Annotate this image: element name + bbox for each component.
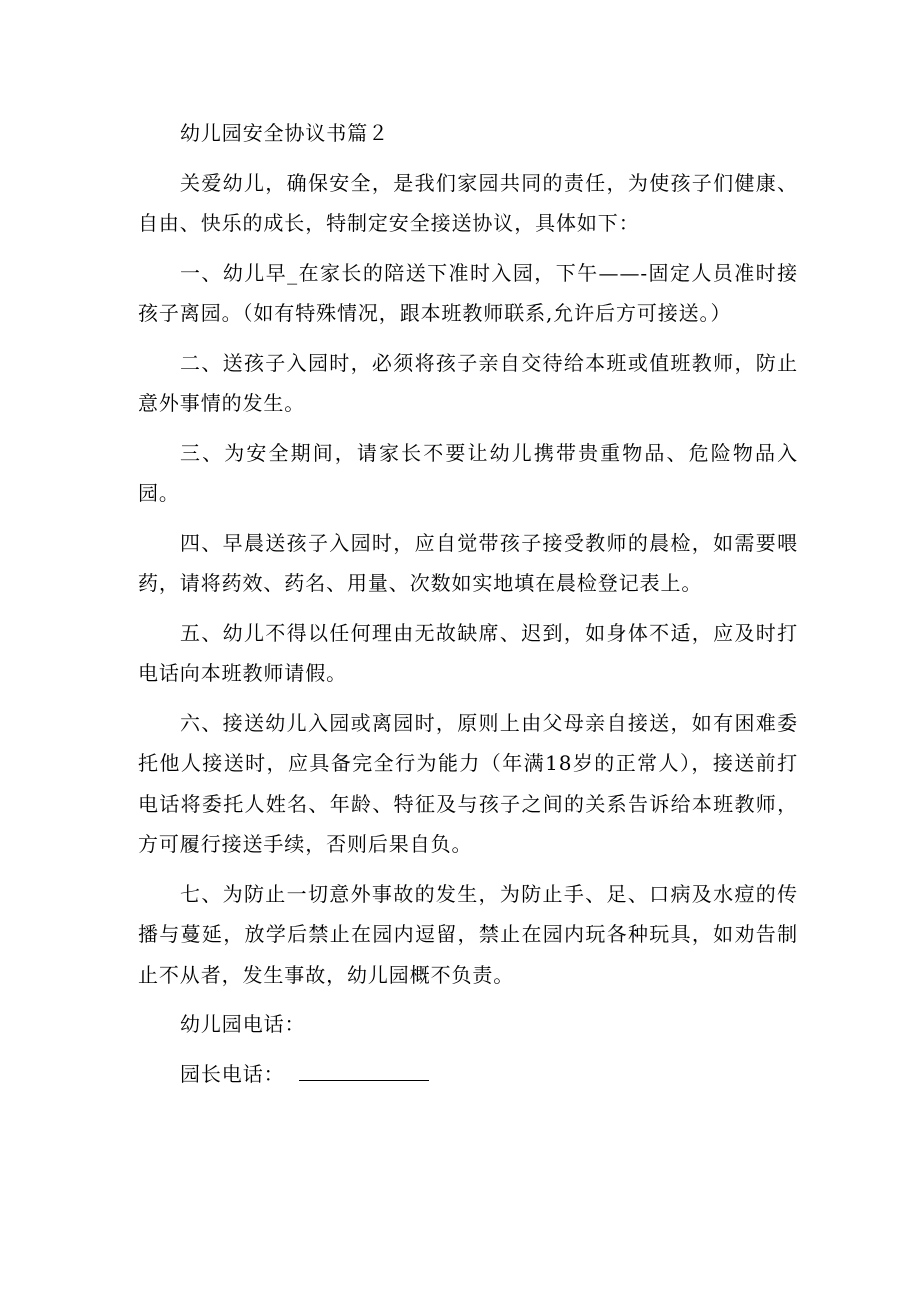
paragraph-item-7: 七、为防止一切意外事故的发生，为防止手、足、口病及水痘的传播与蔓延，放学后禁止在园内逗留，禁止在园内玩各种玩具，如劝告制止不从者，发生事故，幼儿园概不负责。: [138, 881, 798, 987]
paragraph-item-6: 六、接送幼儿入园或离园时，原则上由父母亲自接送，如有困难委托他人接送时，应具备完全行为能力（年满18岁的正常人），接送前打电话将委托人姓名、年龄、特征及与孩子之间的关系告诉给本班教师，方可履行接送手续，否则后果自负。: [138, 710, 798, 856]
kindergarten-phone-label: 幼儿园电话：: [180, 1012, 306, 1036]
paragraph-item-3: 三、为安全期间，请家长不要让幼儿携带贵重物品、危险物品入园。: [138, 440, 798, 505]
director-phone-line: [138, 1054, 798, 1095]
document-body: [138, 113, 798, 1103]
paragraph-item-4: 四、早晨送孩子入园时，应自觉带孩子接受教师的晨检，如需要喂药，请将药效、药名、用量、次数如实地填在晨检登记表上。: [138, 530, 798, 595]
paragraph-intro: 关爱幼儿，确保安全，是我们家园共同的责任，为使孩子们健康、自由、快乐的成长，特制定安全接送协议，具体如下：: [138, 170, 798, 235]
document-title: 幼儿园安全协议书篇２: [180, 121, 389, 145]
director-phone-label: 园长电话：: [180, 1061, 285, 1086]
paragraph-item-5: 五、幼儿不得以任何理由无故缺席、迟到，如身体不适，应及时打电话向本班教师请假。: [138, 620, 798, 685]
paragraph-item-1: 一、幼儿早_在家长的陪送下准时入园，下午——-固定人员准时接孩子离园。（如有特殊情况，跟本班教师联系,允许后方可接送。）: [138, 260, 798, 325]
kindergarten-phone-line: [138, 1004, 798, 1045]
paragraph-item-2: 二、送孩子入园时，必须将孩子亲自交待给本班或值班教师，防止意外事情的发生。: [138, 350, 798, 415]
director-phone-blank: [299, 1062, 429, 1081]
